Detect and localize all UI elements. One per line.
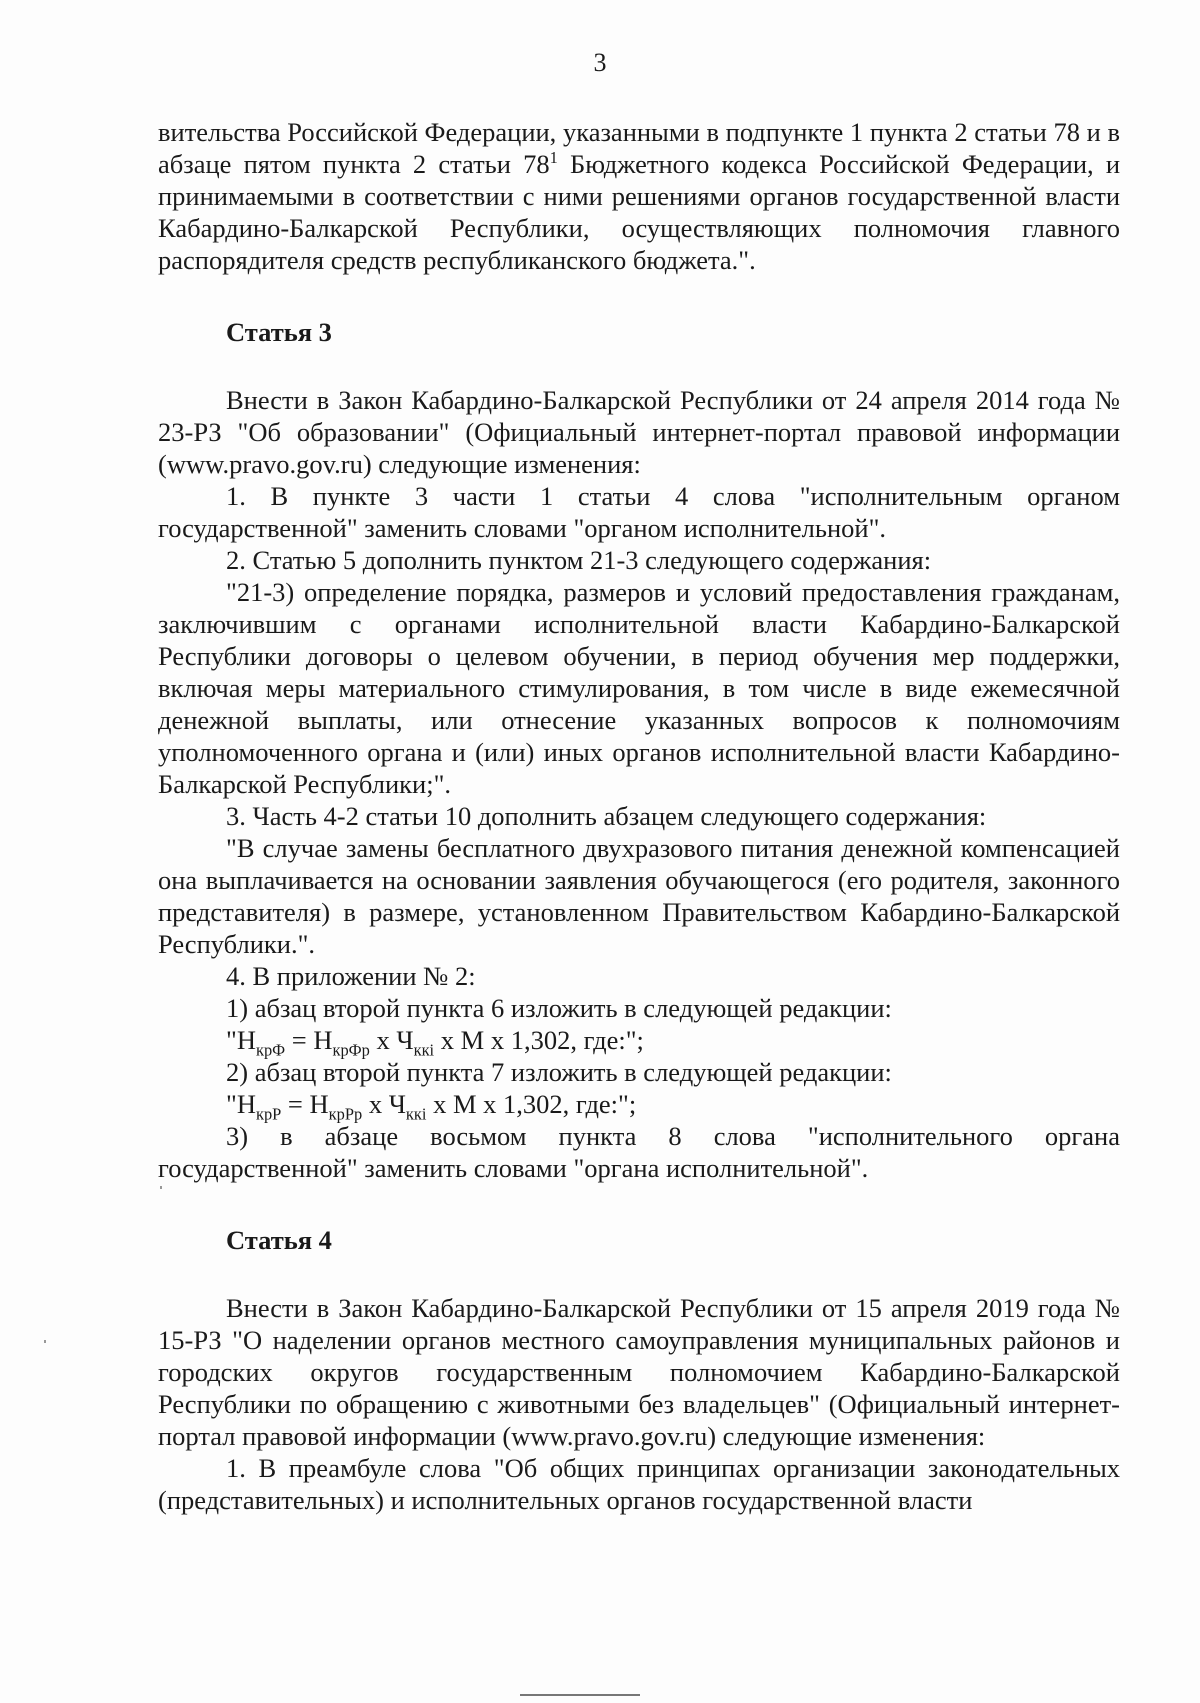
formula-2-sub-1: крР [255,1104,282,1124]
intro-text: вительства Российской Федерации, указанными в подпункте 1 пункта 2 статьи 78 и в абзаце пятом пункта 2 статьи 78 [158,117,1120,179]
article-3-item-4: 4. В приложении № 2: [226,961,476,991]
formula-2-mult: х Ч [362,1089,406,1119]
formula-2-eq: = Н [281,1089,329,1119]
formula-1 [158,1024,1120,1060]
formula-2-sub-3: ккi [405,1104,427,1124]
formula-1-open: "Н [226,1025,256,1055]
formula-2-open: "Н [226,1089,256,1119]
article-3-heading: Статья 3 [226,317,332,347]
article-4-item-1: 1. В преамбуле слова "Об общих принципах организации законодательных (представительных) и исполнительных органов государственной власти [158,1453,1120,1515]
intro-text-after: Бюджетного кодекса Российской Федерации, и принимаемыми в соответствии с ними решениями органов государственной власти Кабардино-Балкарской Республики, осуществляющих полномочия главного распорядителя средств республиканского бюджета.". [158,149,1120,275]
formula-2-sub-2: крРр [328,1104,363,1124]
article-3-lead: Внести в Закон Кабардино-Балкарской Республики от 24 апреля 2014 года № 23-РЗ "Об образовании" (Официальный интернет-портал правовой информации (www.pravo.gov.ru) следующие изменения: [158,385,1120,479]
formula-1-eq: = Н [285,1025,333,1055]
scan-edge-mark [520,1694,640,1696]
article-3-item-4-1: 1) абзац второй пункта 6 изложить в следующей редакции: [226,993,892,1023]
article-3-item-3: 3. Часть 4-2 статьи 10 дополнить абзацем следующего содержания: [226,801,987,831]
formula-1-sub-1: крФ [255,1040,286,1060]
formula-1-sub-2: крФр [332,1040,370,1060]
article-3-item-1: 1. В пункте 3 части 1 статьи 4 слова "исполнительным органом государственной" заменить словами "органом исполнительной". [158,481,1120,543]
formula-1-mult: х Ч [369,1025,414,1055]
scan-speck [160,1186,162,1189]
document-body [158,116,1120,1516]
formula-1-tail: х М х 1,302, где:"; [434,1025,644,1055]
article-3-item-3-quote: "В случае замены бесплатного двухразового питания денежной компенсацией она выплачивается на основании заявления обучающегося (его родителя, законного представителя) в размере, установленном Правительством Кабардино-Балкарской Республики.". [158,833,1120,959]
article-4-lead: Внести в Закон Кабардино-Балкарской Республики от 15 апреля 2019 года № 15-РЗ "О наделении органов местного самоуправления муниципальных районов и городских округов государственным полномочием Кабардино-Балкарской Республики по обращению с животными без владельцев" (Официальный интернет-портал правовой информации (www.pravo.gov.ru) следующие изменения: [158,1293,1120,1451]
formula-2-tail: х М х 1,302, где:"; [426,1089,637,1119]
page-number: 3 [593,48,607,77]
article-3-item-2: 2. Статью 5 дополнить пунктом 21-3 следующего содержания: [226,545,932,575]
intro-paragraph [158,116,1120,276]
article-3-item-2-quote: "21-3) определение порядка, размеров и условий предоставления гражданам, заключившим с органами исполнительной власти Кабардино-Балкарской Республики договоры о целевом обучении, в период обучения мер поддержки, включая меры материального стимулирования, в том числе в виде ежемесячной денежной выплаты, или отнесение указанных вопросов к полномочиям уполномоченного органа и (или) иных органов исполнительной власти Кабардино-Балкарской Республики;". [158,577,1120,799]
formula-2 [158,1088,1120,1124]
article-4-heading: Статья 4 [226,1225,332,1255]
article-3-item-4-2: 2) абзац второй пункта 7 изложить в следующей редакции: [226,1057,892,1087]
scan-speck [44,1340,46,1343]
formula-1-sub-3: ккi [413,1040,435,1060]
intro-superscript: 1 [549,148,558,168]
article-3-item-4-3: 3) в абзаце восьмом пункта 8 слова "исполнительного органа государственной" заменить словами "органа исполнительной". [158,1121,1120,1183]
